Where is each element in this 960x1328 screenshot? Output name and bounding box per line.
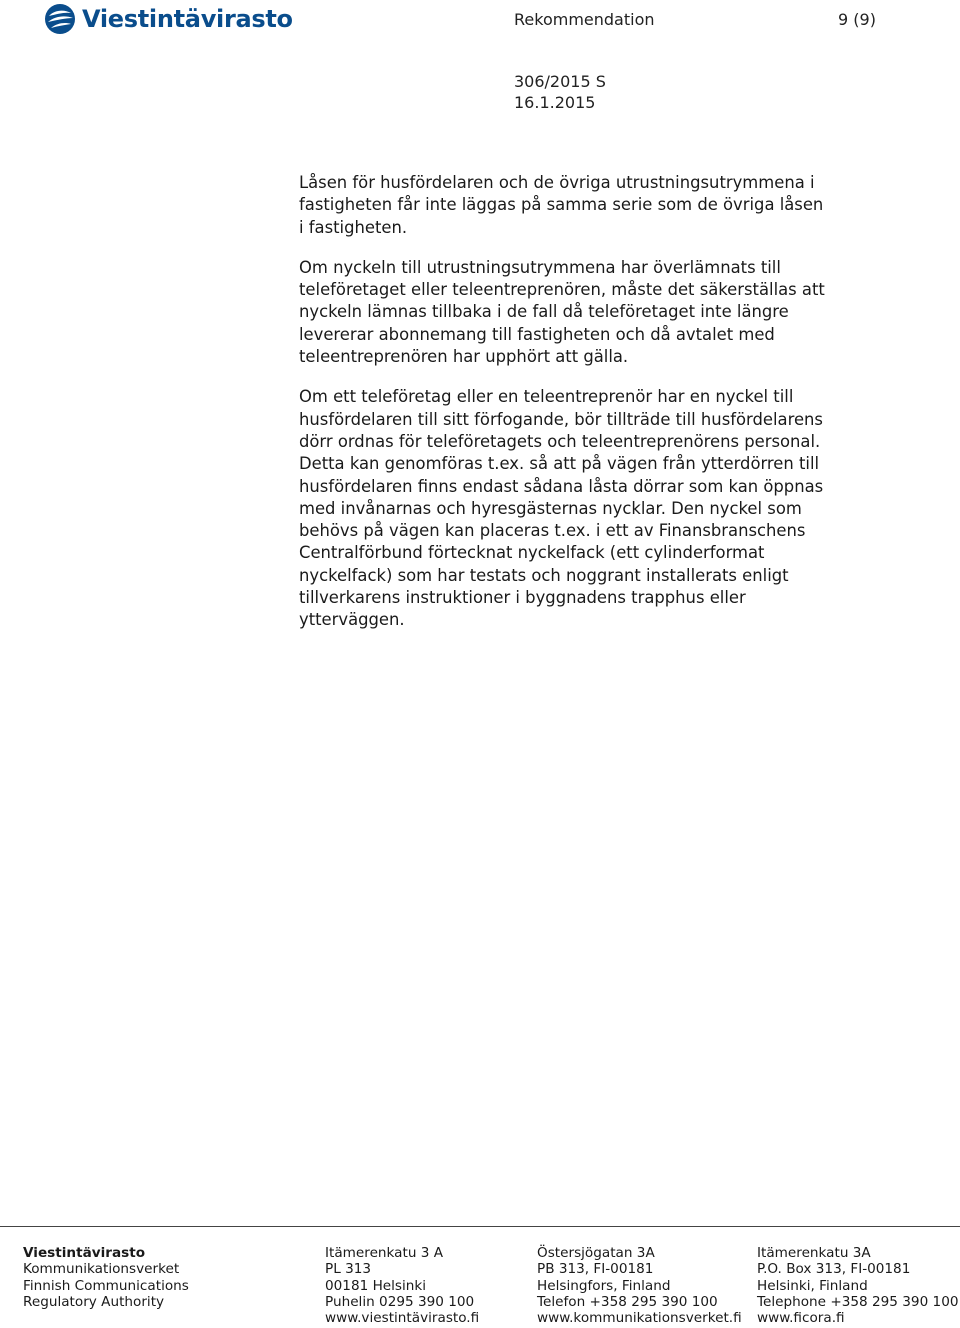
footer-line: Regulatory Authority <box>23 1293 165 1310</box>
footer-line: P.O. Box 313, FI-00181 <box>757 1261 911 1278</box>
footer-line: Itämerenkatu 3 A <box>325 1245 444 1261</box>
paragraph: Om nyckeln till utrustningsutrymmena har överlämnats till teleföretaget eller teleentreprenören, måste det säkerställas att nyckeln lämnas tillbaka i de fall då teleföretaget inte längre levererar abonnemang till fastigheten och då avtalet med teleentreprenören har upphört att gälla. <box>299 257 825 367</box>
footer-line: Puhelin 0295 390 100 <box>325 1293 475 1310</box>
footer-line: Östersjögatan 3A <box>537 1245 655 1261</box>
footer-line: 00181 Helsinki <box>325 1277 427 1294</box>
footer-website-link[interactable]: www.kommunikationsverket.fi <box>537 1310 742 1327</box>
document-type: Rekommendation <box>514 10 655 29</box>
body-text <box>299 172 899 650</box>
footer-website-link[interactable]: www.viestintävirasto.fi <box>325 1310 480 1327</box>
footer-address-english <box>757 1245 959 1326</box>
footer-organization <box>23 1245 189 1310</box>
footer-line: Finnish Communications <box>23 1277 189 1294</box>
document-reference-block <box>514 71 606 113</box>
footer-address-swedish <box>537 1245 742 1326</box>
footer-line: Telefon +358 295 390 100 <box>537 1293 718 1310</box>
footer-line: Helsinki, Finland <box>757 1277 868 1294</box>
footer-line: Kommunikationsverket <box>23 1261 180 1278</box>
footer-line: Itämerenkatu 3A <box>757 1245 871 1261</box>
footer-address-finnish <box>325 1245 479 1326</box>
footer-website-link[interactable]: www.ficora.fi <box>757 1310 845 1327</box>
footer-line: Helsingfors, Finland <box>537 1277 671 1294</box>
paragraph: Låsen för husfördelaren och de övriga utrustningsutrymmena i fastigheten får inte läggas på samma serie som de övriga låsen i fastigheten. <box>299 173 824 237</box>
footer-divider <box>0 1226 960 1227</box>
paragraph: Om ett teleföretag eller en teleentreprenör har en nyckel till husfördelaren till sitt förfogande, bör tillträde till husfördelarens dörr ordnas för teleföretagets och teleentreprenörens personal. Detta kan genomföras t.ex. så att på vägen från ytterdörren till husfördelaren finns endast sådana låsta dörrar som kan öppnas med invånarnas och hyresgästernas nycklar. Den nyckel som behövs på vägen kan placeras t.ex. i ett av Finansbranschens Centralförbund förtecknat nyckelfack (ett cylinderformat nyckelfack) som har testats och noggrant installerats enligt tillverkarens instruktioner i byggnadens trapphus eller ytterväggen. <box>299 387 824 630</box>
globe-swirl-icon <box>44 3 76 35</box>
page-number: 9 (9) <box>838 10 876 29</box>
footer-line: PB 313, FI-00181 <box>537 1261 654 1278</box>
logo-text: Viestintävirasto <box>82 5 293 33</box>
footer-line: Telephone +358 295 390 100 <box>757 1293 959 1310</box>
reference-number: 306/2015 S <box>514 72 606 91</box>
document-date: 16.1.2015 <box>514 93 596 112</box>
footer-line: PL 313 <box>325 1261 372 1278</box>
brand-logo <box>44 2 293 36</box>
footer-org-name: Viestintävirasto <box>23 1245 146 1261</box>
